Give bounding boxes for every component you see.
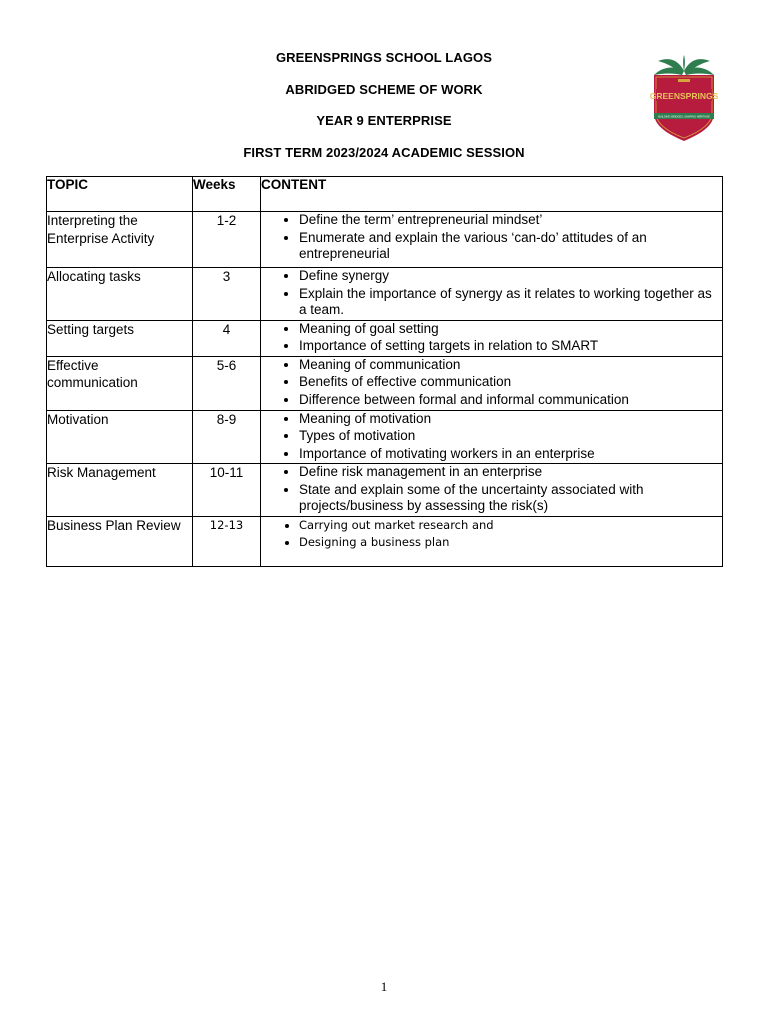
weeks-cell: 12-13 (193, 516, 261, 566)
topic-cell: Setting targets (47, 320, 193, 356)
crest-motto: BUILDING BRIDGES, SHAPING HERITAGE (658, 115, 710, 119)
weeks-cell: 1-2 (193, 212, 261, 268)
table-row (47, 410, 723, 464)
weeks-cell: 10-11 (193, 464, 261, 517)
topic-cell: Business Plan Review (47, 516, 193, 566)
content-cell (261, 356, 723, 410)
list-item: • Meaning of motivation (299, 411, 722, 428)
table-header-row (47, 177, 723, 212)
content-cell (261, 464, 723, 517)
list-item: • Types of motivation (299, 428, 722, 445)
content-cell (261, 516, 723, 566)
list-item: • Carrying out market research and (299, 517, 722, 534)
weeks-cell: 8-9 (193, 410, 261, 464)
list-item: • Benefits of effective communication (299, 374, 722, 391)
list-item: • Meaning of goal setting (299, 321, 722, 338)
school-name: GREENSPRINGS SCHOOL LAGOS (275, 50, 493, 65)
content-cell (261, 320, 723, 356)
table-row (47, 320, 723, 356)
topic-cell: Allocating tasks (47, 268, 193, 321)
academic-session: FIRST TERM 2023/2024 ACADEMIC SESSION (243, 145, 525, 160)
header-weeks: Weeks (193, 177, 261, 212)
weeks-cell: 3 (193, 268, 261, 321)
table-row (47, 268, 723, 321)
table-row (47, 356, 723, 410)
list-item: • Meaning of communication (299, 357, 722, 374)
table-row (47, 516, 723, 566)
header-topic: TOPIC (47, 177, 193, 212)
list-item: • Enumerate and explain the various ‘can-do’ attitudes of an entrepreneurial (299, 230, 722, 263)
content-cell (261, 212, 723, 268)
list-item: • Difference between formal and informal communication (299, 392, 722, 409)
table-row (47, 464, 723, 517)
weeks-cell: 4 (193, 320, 261, 356)
weeks-cell: 5-6 (193, 356, 261, 410)
list-item: • Define the term’ entrepreneurial mindset’ (299, 212, 722, 229)
list-item: • Explain the importance of synergy as it relates to working together as a team. (299, 286, 722, 319)
page-number: 1 (380, 979, 388, 994)
list-item: • Importance of setting targets in relation to SMART (299, 338, 722, 355)
year-subject: YEAR 9 ENTERPRISE (316, 113, 452, 128)
topic-cell: Motivation (47, 410, 193, 464)
content-cell (261, 268, 723, 321)
topic-cell: Effective communication (47, 356, 193, 410)
crest-wordmark: GREENSPRINGS (650, 91, 718, 101)
table-row (47, 212, 723, 268)
list-item: • Define risk management in an enterprise (299, 464, 722, 481)
header-content: CONTENT (261, 177, 723, 212)
topic-cell: Risk Management (47, 464, 193, 517)
topic-cell: Interpreting the Enterprise Activity (47, 212, 193, 268)
scheme-of-work-table (46, 176, 723, 567)
content-cell (261, 410, 723, 464)
list-item: • State and explain some of the uncertainty associated with projects/business by assessing the risk(s) (299, 482, 722, 515)
list-item: • Define synergy (299, 268, 722, 285)
school-crest-logo (650, 55, 718, 141)
list-item: • Designing a business plan (299, 534, 722, 551)
document-title: ABRIDGED SCHEME OF WORK (285, 82, 483, 97)
list-item: • Importance of motivating workers in an enterprise (299, 446, 722, 463)
